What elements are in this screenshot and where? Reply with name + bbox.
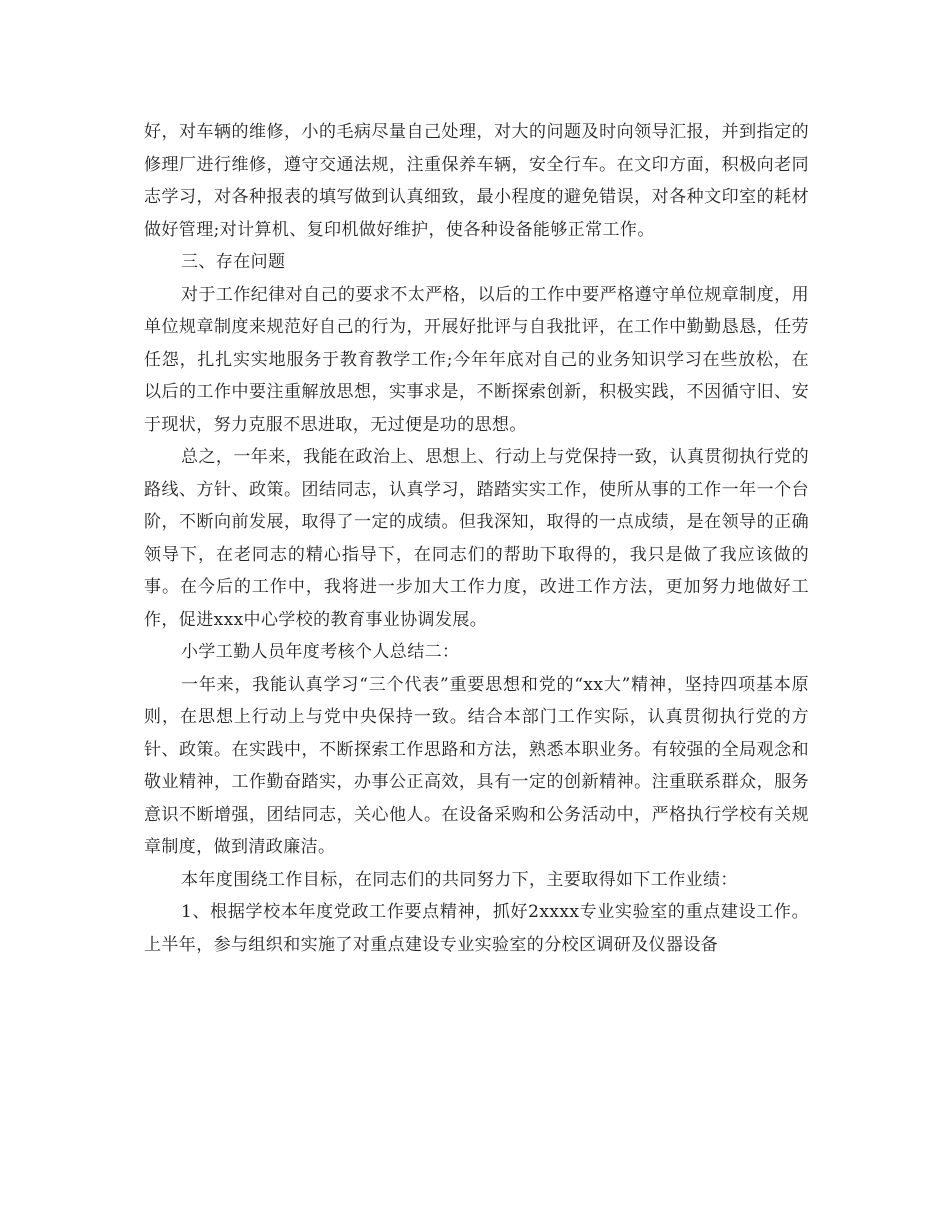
paragraph-summary-two-intro: 一年来，我能认真学习“三个代表”重要思想和党的“xx大”精神，坚持四项基本原则，在思想上行动上与党中央保持一致。结合本部门工作实际，认真贯彻执行党的方针、政策。在实践中，不断探索工作思路和方法，熟悉本职业务。有较强的全局观念和敬业精神，工作勤奋踏实，办事公正高效，具有一定的创新精神。注重联系群众，服务意识不断增强，团结同志，关心他人。在设备采购和公务活动中，严格执行学校有关规章制度，做到清政廉洁。	[144, 674, 809, 857]
section-heading-problems: 三、存在问题	[181, 252, 286, 272]
paragraph-conclusion: 总之，一年来，我能在政治上、思想上、行动上与党保持一致，认真贯彻执行党的路线、方针、政策。团结同志，认真学习，踏踏实实工作，使所从事的工作一年一个台阶，不断向前发展，取得了一定的成绩。但我深知，取得的一点成绩，是在领导的正确领导下，在老同志的精心指导下，在同志们的帮助下取得的，我只是做了我应该做的事。在今后的工作中，我将进一步加大工作力度，改进工作方法，更加努力地做好工作，促进xxx中心学校的教育事业协调发展。	[144, 447, 809, 630]
paragraph-problems: 对于工作纪律对自己的要求不太严格，以后的工作中要严格遵守单位规章制度，用单位规章制度来规范好自己的行为，开展好批评与自我批评，在工作中勤勤恳恳，任劳任怨，扎扎实实地服务于教育教学工作;今年年底对自己的业务知识学习在些放松，在以后的工作中要注重解放思想，实事求是，不断探索创新，积极实践，不因循守旧、安于现状，努力克服不思进取，无过便是功的思想。	[144, 284, 809, 435]
paragraph-achievement-one: 1、根据学校本年度党政工作要点精神，抓好2xxxx专业实验室的重点建设工作。上半年，参与组织和实施了对重点建设专业实验室的分校区调研及仪器设备	[144, 902, 809, 955]
paragraph-achievements-intro: 本年度围绕工作目标，在同志们的共同努力下，主要取得如下工作业绩：	[181, 869, 738, 890]
paragraph-continuation: 好，对车辆的维修，小的毛病尽量自己处理，对大的问题及时向领导汇报，并到指定的修理厂进行维修，遵守交通法规，注重保养车辆，安全行车。在文印方面，积极向老同志学习，对各种报表的填写做到认真细致，最小程度的避免错误，对各种文印室的耗材做好管理;对计算机、复印机做好维护，使各种设备能够正常工作。	[144, 122, 809, 240]
document-body	[144, 116, 809, 961]
section-heading-summary-two: 小学工勤人员年度考核个人总结二：	[181, 642, 460, 662]
